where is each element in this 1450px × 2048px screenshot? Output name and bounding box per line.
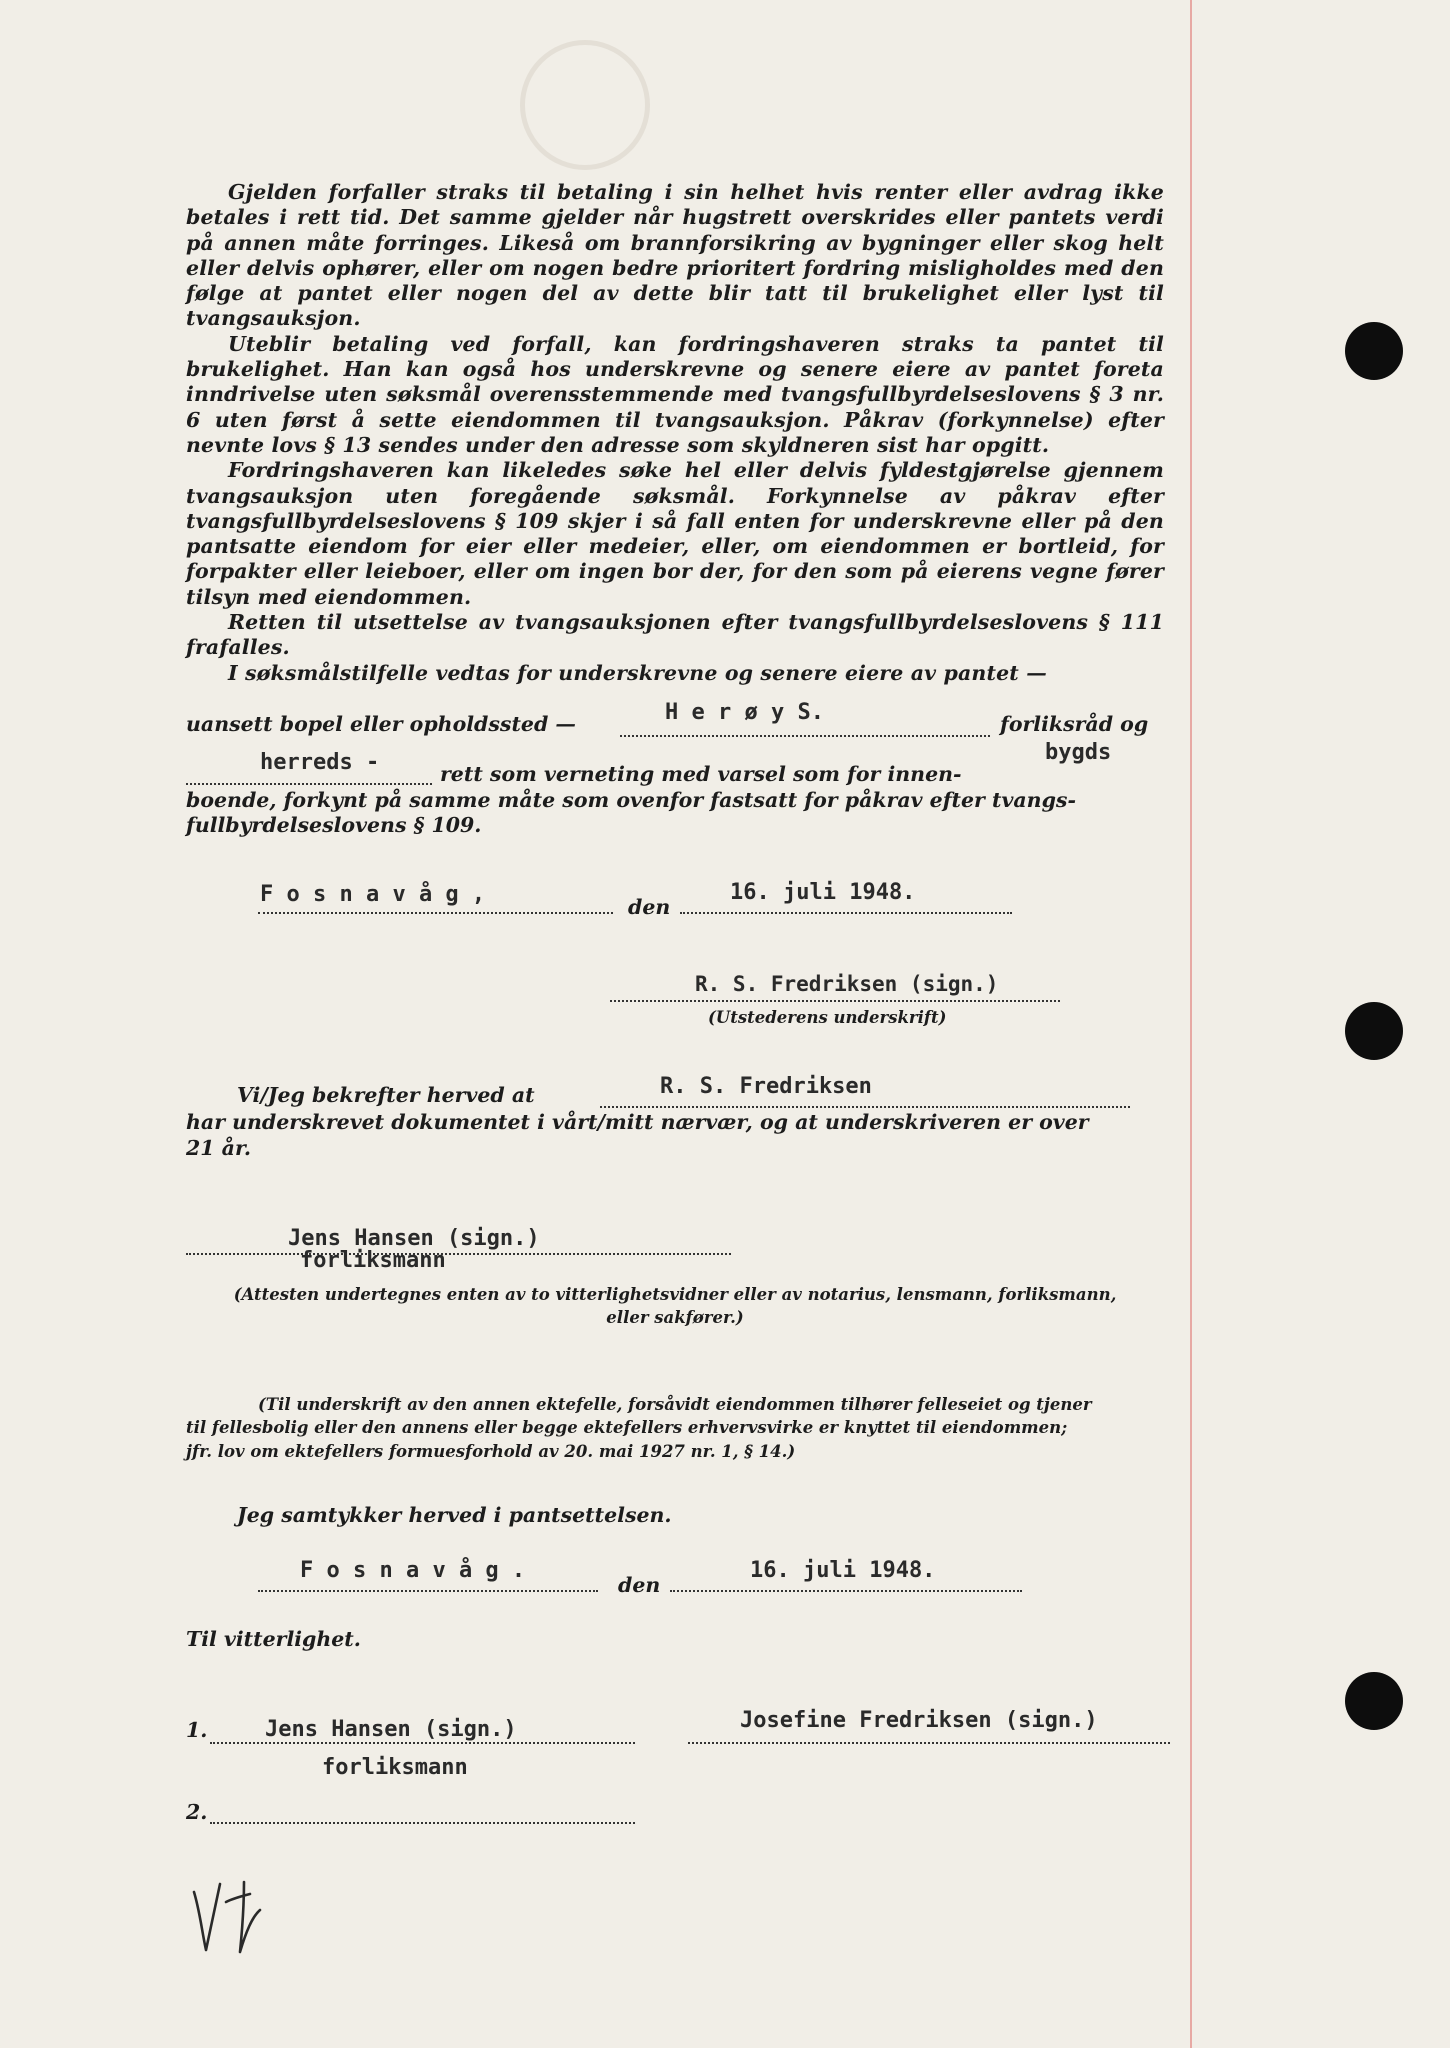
issuer-signature-line xyxy=(610,1000,1060,1002)
paragraph-forfall: Gjelden forfaller straks til betaling i sin helhet hvis renter eller avdrag ikke betales i rett tid. Det samme gjelder når hugstrett overskrides eller pantets verdi på annen måte forringes. Likeså om brannforsikring av bygninger eller skog helt eller delvis ophører, eller om nogen bedre prioritert fordring misligholdes med den følge at pantet eller nogen del av dette blir tatt til brukelighet eller lyst til tvangsauksjon. xyxy=(186,180,1164,331)
witness-title: forliksmann xyxy=(300,1248,446,1273)
attest-note-2: eller sakfører.) xyxy=(606,1308,744,1327)
handwritten-initials xyxy=(186,1862,266,1957)
punch-hole-middle xyxy=(1345,1002,1403,1060)
consent-text: Jeg samtykker herved i pantsettelsen. xyxy=(237,1503,672,1527)
witness-1-title: forliksmann xyxy=(322,1755,468,1780)
date-dotted-line-2 xyxy=(670,1590,1022,1592)
date-2: 16. juli 1948. xyxy=(750,1558,936,1583)
place-2: F o s n a v å g . xyxy=(300,1558,526,1583)
terms-text xyxy=(186,180,1164,686)
punch-hole-top xyxy=(1345,322,1403,380)
venue-herreds: herreds - xyxy=(260,750,380,775)
witness-confirmed-name: R. S. Fredriksen xyxy=(660,1074,872,1099)
witness-line2: har underskrevet dokumentet i vårt/mitt nærvær, og at underskriveren er over xyxy=(186,1110,1089,1134)
place-dotted-line-2 xyxy=(258,1590,598,1592)
witness-signature-line xyxy=(186,1253,731,1255)
punch-hole-bottom xyxy=(1345,1672,1403,1730)
paragraph-utsettelse: Retten til utsettelse av tvangsauksjonen efter tvangsfullbyrdelseslovens § 111 frafalles. xyxy=(186,610,1164,660)
spouse-note-2: til fellesbolig eller den annens eller begge ektefellers erhvervsvirke er knyttet til eiendommen; xyxy=(186,1418,1068,1437)
venue-line2-suffix: rett som verneting med varsel som for innen- xyxy=(440,762,962,786)
witness-name-dotted-line xyxy=(600,1106,1130,1108)
margin-line xyxy=(1190,0,1192,2048)
witness-line3: 21 år. xyxy=(186,1136,252,1160)
paragraph-fordringshaver: Fordringshaveren kan likeledes søke hel eller delvis fyldestgjørelse gjennem tvangsauksjon uten foregående søksmål. Forkynnelse av påkrav efter tvangsfullbyrdelseslovens § 109 skjer i så fall enten for underskrevne eller på den pantsatte eiendom for eier eller medeier, eller, om eiendommen er bortleid, for forpakter eller leieboer, eller om ingen bor der, for den som på eierens vegne fører tilsyn med eiendommen. xyxy=(186,458,1164,609)
date-dotted-line-1 xyxy=(680,912,1012,914)
issuer-signature-caption: (Utstederens underskrift) xyxy=(708,1008,947,1027)
witness-2-line xyxy=(210,1822,635,1824)
venue-line3: boende, forkynt på samme måte som ovenfor fastsatt for påkrav efter tvangs- xyxy=(186,788,1076,812)
witness-signature: Jens Hansen (sign.) xyxy=(288,1226,540,1251)
spouse-signature: Josefine Fredriksen (sign.) xyxy=(740,1708,1098,1733)
place-1: F o s n a v å g , xyxy=(260,882,486,907)
venue-forliksrad: H e r ø y S. xyxy=(665,700,824,725)
attest-note-1: (Attesten undertegnes enten av to vitterlighetsvidner eller av notarius, lensmann, forliksmann, xyxy=(233,1285,1117,1304)
witness-number-2: 2. xyxy=(186,1800,208,1824)
den-label-1: den xyxy=(628,895,671,919)
issuer-signature: R. S. Fredriksen (sign.) xyxy=(695,972,999,996)
witness-prefix: Vi/Jeg bekrefter herved at xyxy=(237,1083,535,1107)
paragraph-soksmal: I søksmålstilfelle vedtas for underskrevne og senere eiere av pantet — xyxy=(228,660,1047,685)
witness-number-1: 1. xyxy=(186,1718,208,1742)
til-vitterlighet: Til vitterlighet. xyxy=(186,1627,361,1651)
venue-dotted-line xyxy=(620,735,990,737)
witness-1-signature: Jens Hansen (sign.) xyxy=(265,1717,517,1742)
herreds-dotted-line xyxy=(186,783,432,785)
den-label-2: den xyxy=(618,1573,661,1597)
spouse-note-3: jfr. lov om ektefellers formuesforhold av 20. mai 1927 nr. 1, § 14.) xyxy=(186,1442,796,1461)
spouse-signature-line xyxy=(688,1742,1170,1744)
venue-line1-suffix: forliksråd og xyxy=(1000,712,1149,736)
place-dotted-line-1 xyxy=(258,912,613,914)
venue-line1-prefix: uansett bopel eller opholdssted — xyxy=(186,712,576,736)
paragraph-uteblir: Uteblir betaling ved forfall, kan fordringshaveren straks ta pantet til brukelighet. Han kan også hos underskrevne og senere eiere av pantet foreta inndrivelse uten søksmål overensstemmende med tvangsfullbyrdelseslovens § 3 nr. 6 uten først å sette eiendommen til tvangsauksjon. Påkrav (forkynnelse) efter nevnte lovs § 13 sendes under den adresse som skyldneren sist har opgitt. xyxy=(186,331,1164,457)
venue-bygds: bygds xyxy=(1045,740,1112,765)
venue-line4: fullbyrdelseslovens § 109. xyxy=(186,813,482,837)
date-1: 16. juli 1948. xyxy=(730,880,916,905)
bleed-through-stamp xyxy=(520,40,650,170)
spouse-note-1: (Til underskrift av den annen ektefelle, forsåvidt eiendommen tilhører felleseiet og tjener xyxy=(258,1395,1092,1414)
witness-1-line xyxy=(210,1742,635,1744)
